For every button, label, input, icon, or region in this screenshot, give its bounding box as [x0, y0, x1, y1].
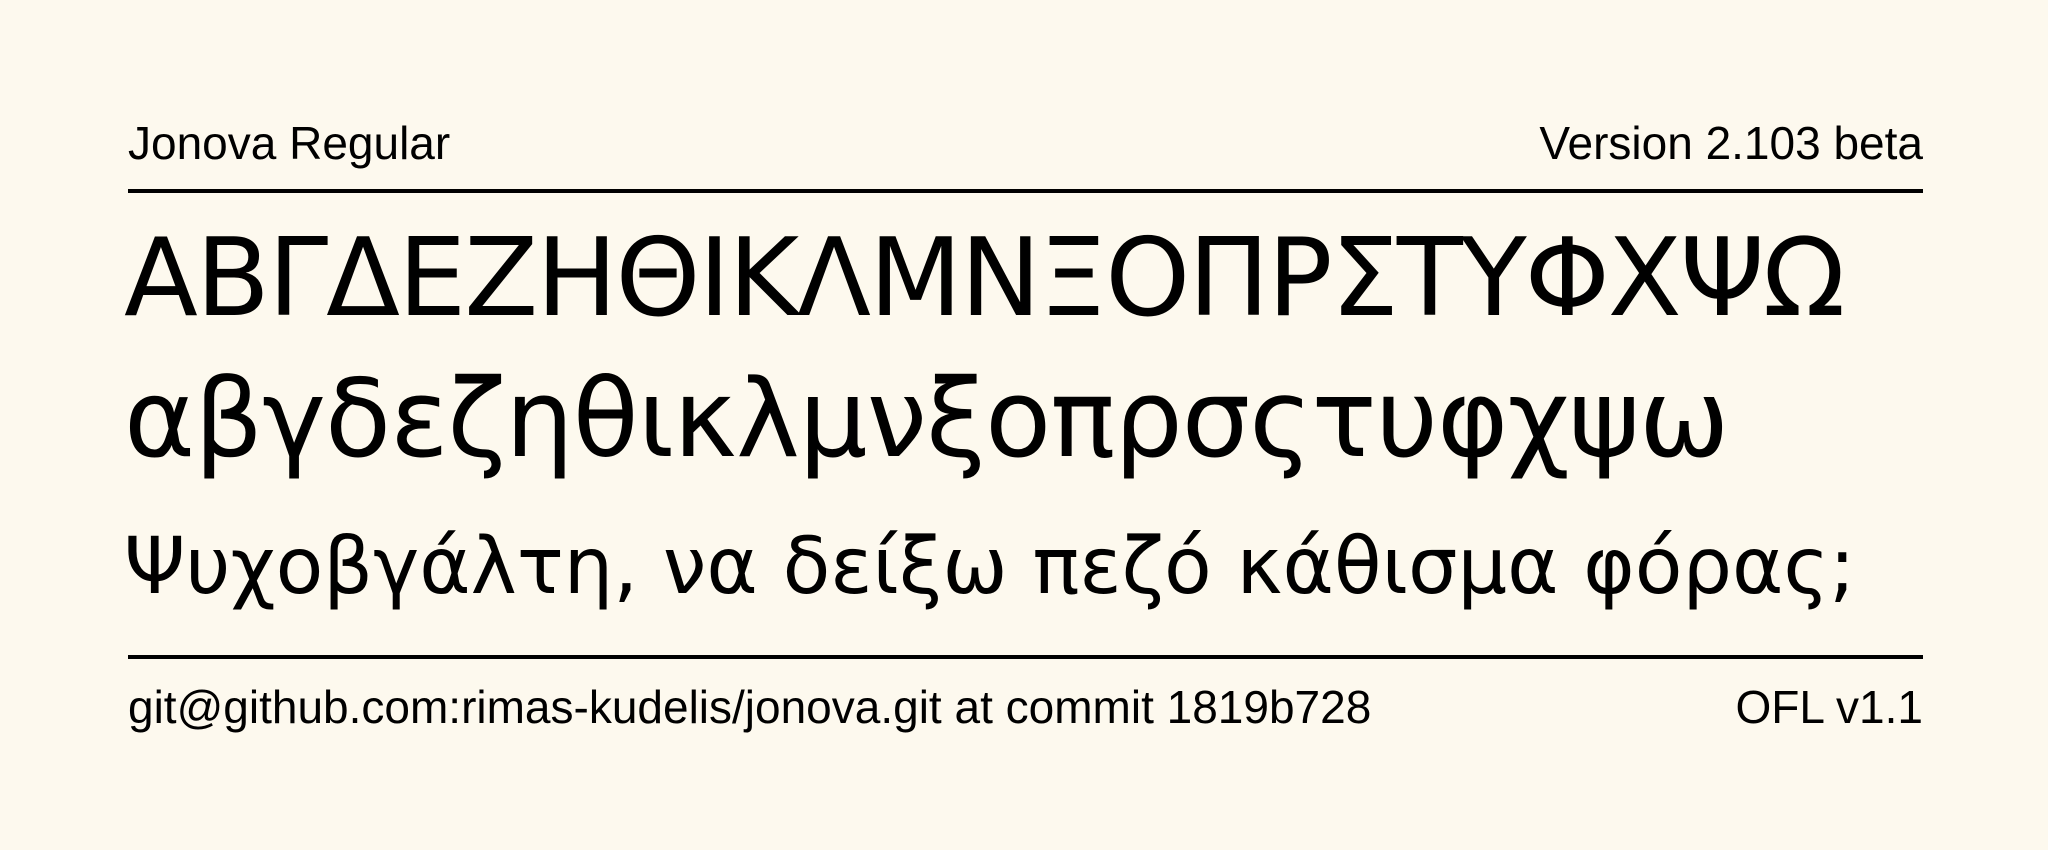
font-name: Jonova Regular — [128, 117, 451, 169]
specimen-footer — [128, 681, 1923, 733]
uppercase-sample: ΑΒΓΔΕΖΗΘΙΚΛΜΝΞΟΠΡΣΤΥΦΧΨΩ — [124, 216, 1844, 341]
license: OFL v1.1 — [1735, 681, 1923, 733]
pangram-sample: Ψυχοβγάλτη, να δείξω πεζό κάθισμα φόρας; — [124, 522, 1856, 612]
specimen-header — [128, 117, 1923, 169]
top-divider — [128, 189, 1923, 193]
repository-commit: git@github.com:rimas-kudelis/jonova.git at commit 1819b728 — [128, 681, 1372, 733]
font-version: Version 2.103 beta — [1539, 117, 1923, 169]
lowercase-sample: αβγδεζηθικλμνξοπρσςτυφχψω — [124, 357, 1729, 482]
bottom-divider — [128, 655, 1923, 659]
